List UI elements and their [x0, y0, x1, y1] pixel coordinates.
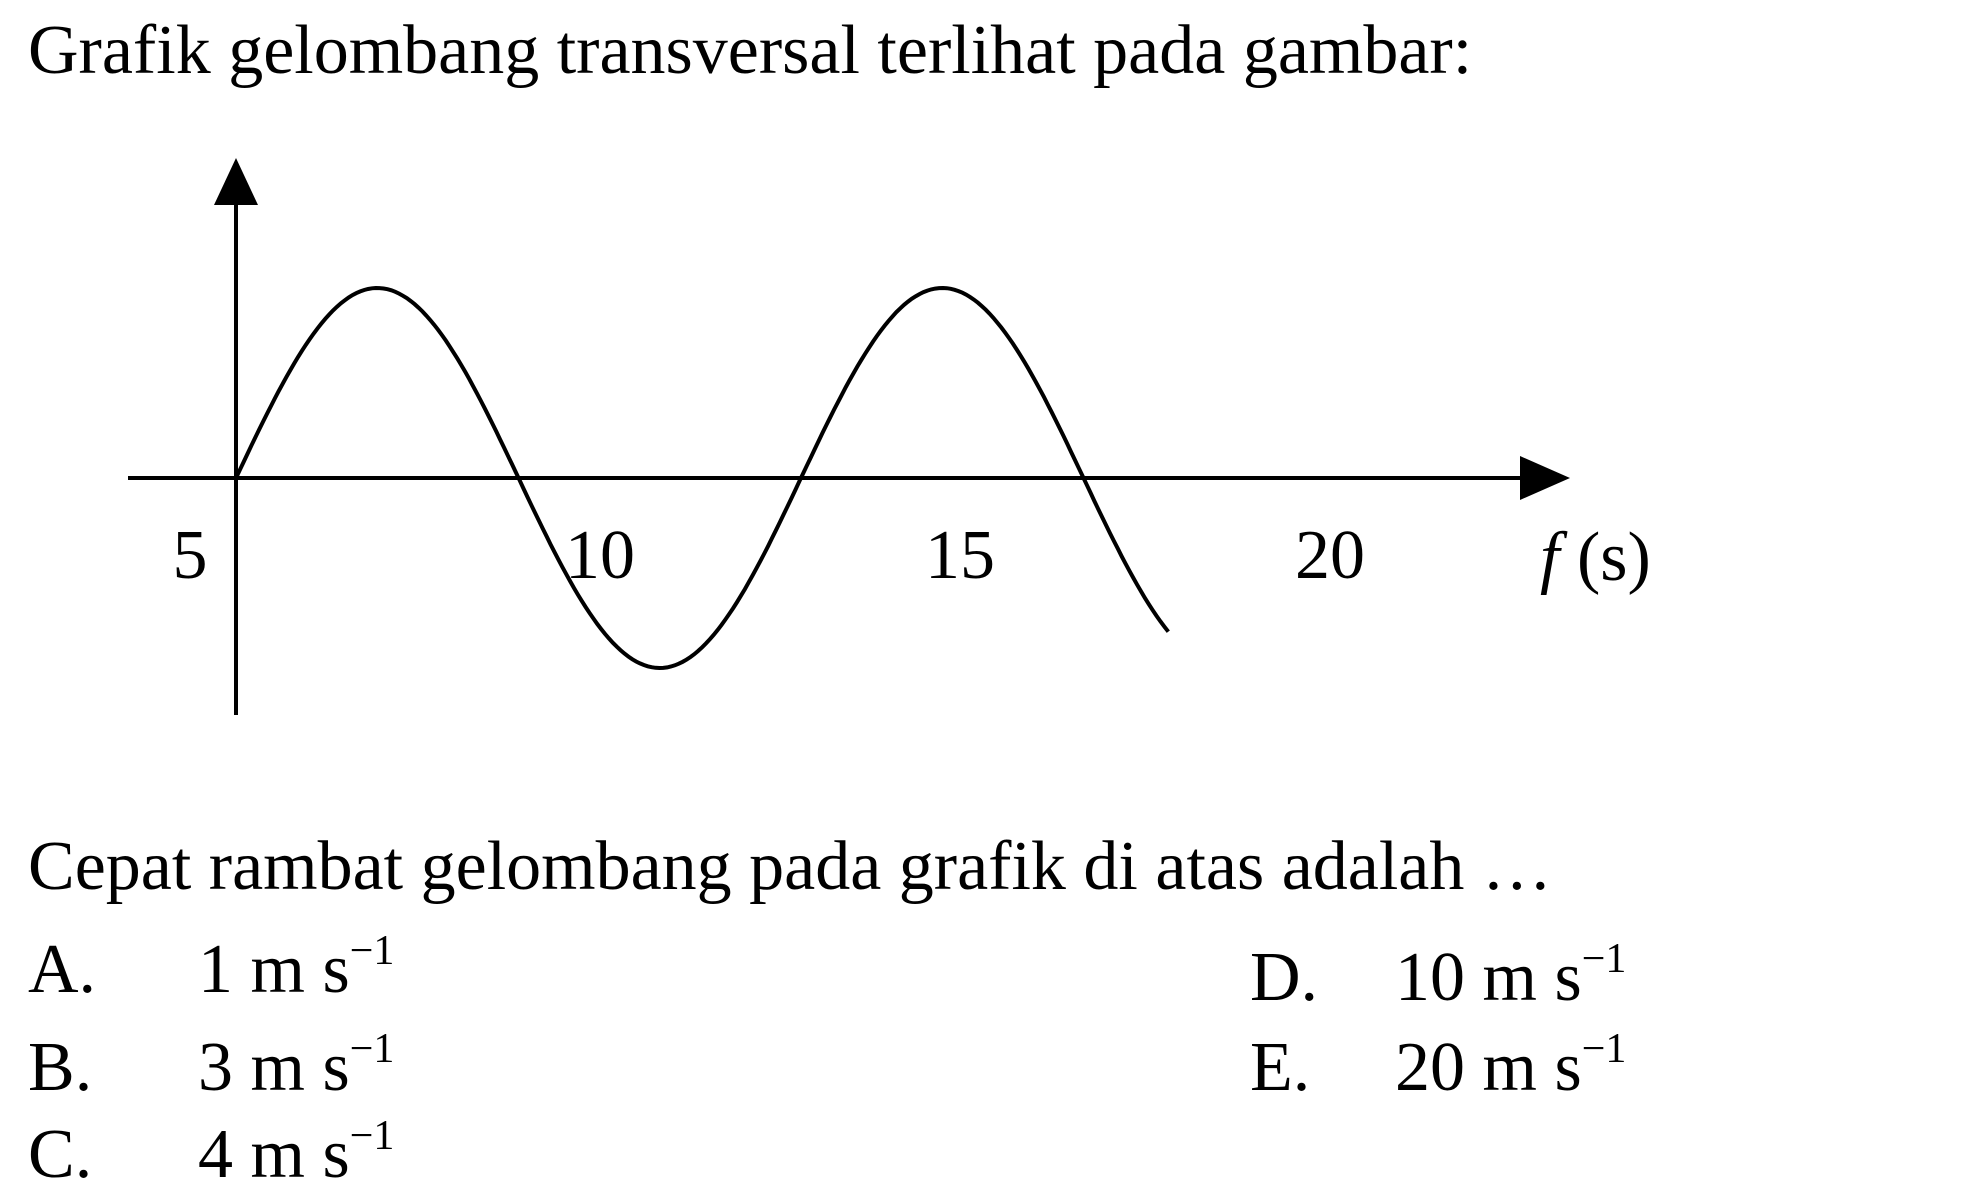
option-e-letter: E.: [1250, 1029, 1311, 1106]
option-d-unit: m s: [1482, 939, 1582, 1016]
option-b-number: 3: [198, 1029, 233, 1106]
option-c-number: 4: [198, 1116, 233, 1193]
x-tick-label-15: 15: [925, 517, 995, 594]
option-a-exponent: −1: [349, 928, 395, 974]
x-tick-label-20: 20: [1295, 517, 1365, 594]
option-e-unit: m s: [1482, 1029, 1582, 1106]
option-e-number: 20: [1395, 1029, 1465, 1106]
option-c-value: [198, 1113, 395, 1193]
option-c-unit: m s: [250, 1116, 350, 1193]
option-e-value: [1395, 1026, 1627, 1106]
option-d-number: 10: [1395, 939, 1465, 1016]
option-d-exponent: −1: [1581, 936, 1627, 982]
option-d[interactable]: [1250, 936, 1627, 1016]
option-a[interactable]: [28, 928, 395, 1008]
option-e[interactable]: [1250, 1026, 1627, 1106]
question-stem: Cepat rambat gelombang pada grafik di atas adalah …: [28, 828, 1552, 905]
question-intro: Grafik gelombang transversal terlihat pada gambar:: [28, 12, 1473, 89]
x-tick-label-10: 10: [565, 517, 635, 594]
x-tick-label-5: 5: [172, 517, 208, 594]
option-a-unit: m s: [250, 931, 350, 1008]
option-b-exponent: −1: [349, 1026, 395, 1072]
option-b-value: [198, 1026, 395, 1106]
option-e-exponent: −1: [1581, 1026, 1627, 1072]
option-d-value: [1395, 936, 1627, 1016]
option-b-unit: m s: [250, 1029, 350, 1106]
option-a-letter: A.: [28, 931, 97, 1008]
option-b-letter: B.: [28, 1029, 93, 1106]
option-c-letter: C.: [28, 1116, 93, 1193]
x-axis-label: f (s): [1540, 519, 1651, 596]
option-d-letter: D.: [1250, 939, 1319, 1016]
y-axis-arrow: [214, 158, 258, 205]
x-axis-arrow: [1520, 456, 1570, 500]
option-b[interactable]: [28, 1026, 395, 1106]
option-a-value: [198, 928, 395, 1008]
option-a-number: 1: [198, 931, 233, 1008]
option-c[interactable]: [28, 1113, 395, 1193]
option-c-exponent: −1: [349, 1113, 395, 1159]
